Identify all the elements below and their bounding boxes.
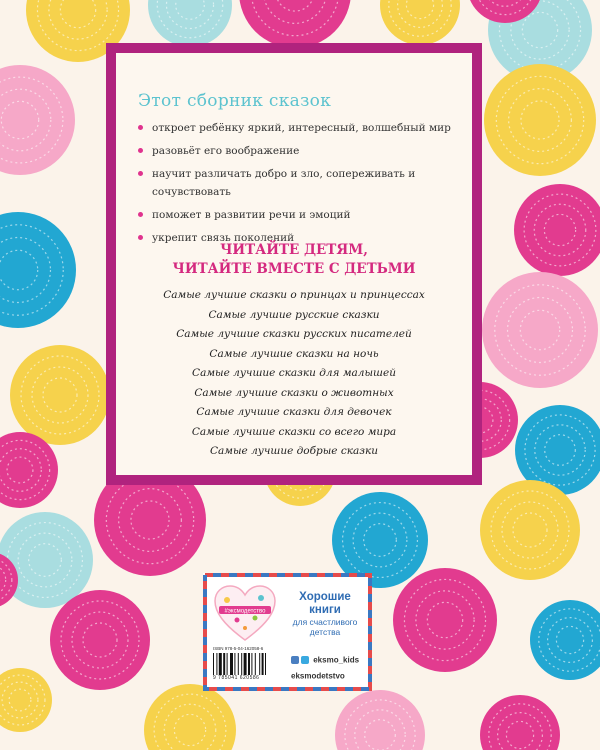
bullet-icon xyxy=(138,212,143,217)
vk-icon xyxy=(291,656,299,664)
description-panel xyxy=(106,43,482,485)
benefit-item xyxy=(138,142,468,160)
benefit-item xyxy=(138,119,468,137)
barcode-bar xyxy=(255,653,256,675)
barcode-bar xyxy=(213,653,214,675)
read-title xyxy=(116,241,472,279)
benefits-list xyxy=(138,119,468,252)
heart-tag: #эксмодетство xyxy=(224,608,266,615)
barcode-bar xyxy=(238,653,239,675)
bullet-icon xyxy=(138,171,143,176)
barcode-bar xyxy=(234,653,235,675)
series-item: Самые лучшие сказки о принцах и принцессах xyxy=(163,289,425,301)
social-row-detstvo xyxy=(291,671,345,680)
series-item: Самые лучшие сказки для малышей xyxy=(192,367,396,379)
barcode-number: 9 785041 620586 xyxy=(213,675,260,681)
tagline-line4: детства xyxy=(309,627,341,637)
polka-dot xyxy=(144,684,236,750)
bullet-icon xyxy=(138,125,143,130)
heart-icon xyxy=(213,584,277,642)
read-title-line2: ЧИТАЙТЕ ВМЕСТЕ С ДЕТЬМИ xyxy=(172,261,416,277)
benefit-text: укрепит связь поколений xyxy=(152,232,295,244)
series-item: Самые лучшие сказки на ночь xyxy=(209,347,379,360)
barcode-bar xyxy=(248,653,250,675)
isbn-text: ISBN 978-5-04-162058-6 xyxy=(213,646,264,651)
polka-dot xyxy=(480,480,580,580)
benefit-text: поможет в развитии речи и эмоций xyxy=(152,209,351,221)
panel-heading: Этот сборник сказок xyxy=(138,91,332,111)
barcode-bar xyxy=(265,653,266,675)
series-list xyxy=(116,286,472,462)
series-item: Самые лучшие сказки русских писателей xyxy=(176,328,412,340)
bullet-icon xyxy=(138,235,143,240)
social-handle-detstvo: eksmodetstvo xyxy=(291,671,345,681)
barcode-bar xyxy=(244,653,247,675)
barcode-icon xyxy=(213,653,283,675)
benefit-item xyxy=(138,206,468,224)
social-handle-kids: eksmo_kids xyxy=(313,655,360,665)
series-item: Самые лучшие добрые сказки xyxy=(209,445,379,457)
barcode-bar xyxy=(227,653,228,675)
polka-dot xyxy=(514,184,600,276)
barcode-bar xyxy=(259,653,260,675)
tagline-line3: для счастливого xyxy=(292,617,358,627)
bullet-icon xyxy=(138,148,143,153)
barcode-bar xyxy=(230,653,233,675)
benefit-item xyxy=(138,165,468,201)
polka-dot xyxy=(380,0,460,45)
benefit-text: откроет ребёнку яркий, интересный, волшебный мир xyxy=(152,122,451,134)
barcode-bar xyxy=(251,653,252,675)
polka-dot xyxy=(239,0,351,48)
polka-dot xyxy=(482,272,598,388)
polka-dot xyxy=(10,345,110,445)
barcode-bar xyxy=(223,653,225,675)
barcode-bar xyxy=(241,653,242,675)
benefit-text: научит различать добро и зло, сопереживать и сочувствовать xyxy=(152,168,416,198)
barcode-bar xyxy=(219,653,222,675)
barcode-bar xyxy=(216,653,217,675)
publisher-badge xyxy=(203,573,372,691)
badge-tagline xyxy=(285,591,365,637)
polka-dot xyxy=(0,65,75,175)
tagline-line2: книги xyxy=(309,604,341,616)
barcode-bar xyxy=(262,653,264,675)
series-item: Самые лучшие сказки для девочек xyxy=(196,406,392,418)
polka-dot xyxy=(484,64,596,176)
instagram-icon xyxy=(301,656,309,664)
series-item: Самые лучшие русские сказки xyxy=(208,308,380,321)
polka-dot xyxy=(50,590,150,690)
social-row-kids xyxy=(291,655,359,664)
benefit-text: разовьёт его воображение xyxy=(152,145,300,157)
tagline-line1: Хорошие xyxy=(299,591,351,603)
polka-dot xyxy=(148,0,232,47)
series-item: Самые лучшие сказки о животных xyxy=(194,386,394,399)
polka-dot xyxy=(393,568,497,672)
polka-dot xyxy=(530,600,600,680)
series-item: Самые лучшие сказки со всего мира xyxy=(191,425,397,438)
read-title-line1: ЧИТАЙТЕ ДЕТЯМ, xyxy=(220,242,368,258)
